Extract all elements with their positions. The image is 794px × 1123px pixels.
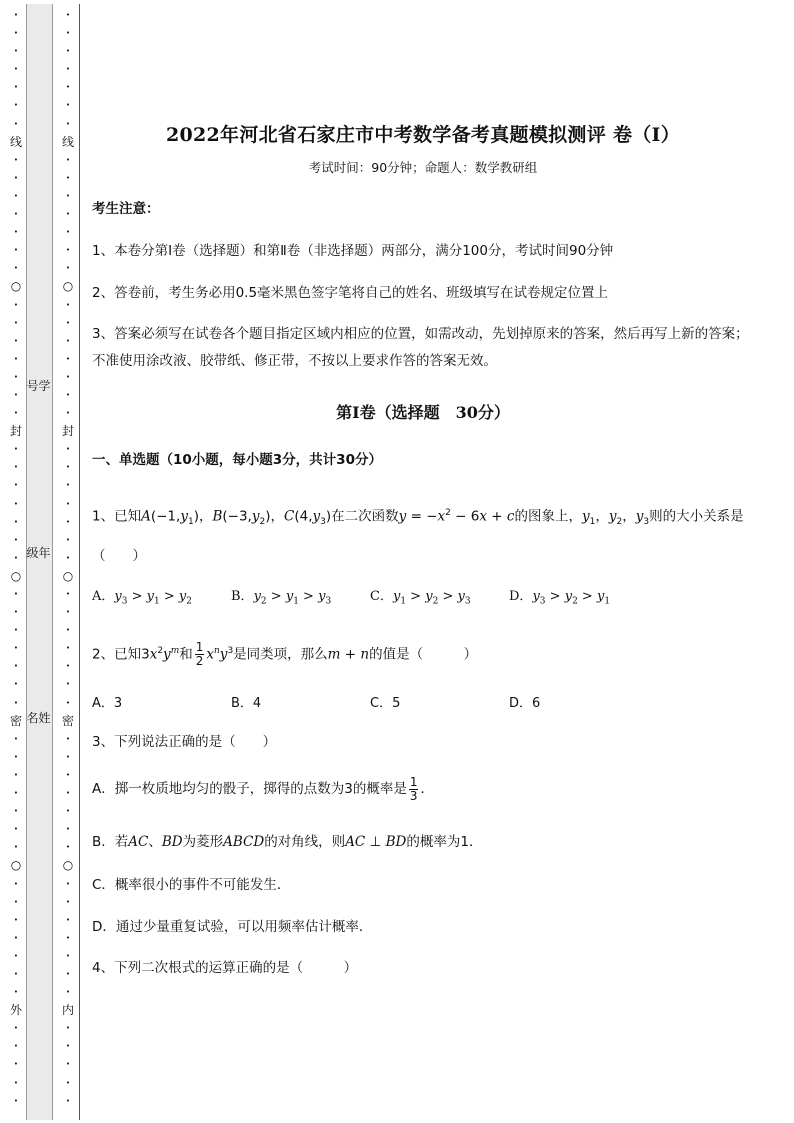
question-1-options bbox=[92, 585, 752, 607]
q2-option-c[interactable]: C．5 bbox=[370, 696, 401, 711]
margin-dot: • bbox=[13, 770, 19, 779]
margin-dot: • bbox=[65, 988, 71, 997]
question-2: 2、已知$3x^2y^m$和 $\frac{1}{2}$ $x^ny^3$是同类项，那么m + n的值是（ ） bbox=[92, 640, 478, 668]
margin-mark: ○ bbox=[10, 858, 22, 873]
margin-dot: • bbox=[65, 336, 71, 345]
margin-dot: • bbox=[13, 879, 19, 888]
q3-option-d[interactable]: D．通过少量重复试验，可以用频率估计概率． bbox=[92, 919, 373, 935]
margin-dot: • bbox=[65, 933, 71, 942]
margin-dot: • bbox=[13, 608, 19, 617]
q2-option-b[interactable]: B．4 bbox=[231, 696, 262, 711]
margin-dot: • bbox=[65, 264, 71, 273]
margin-mark: ○ bbox=[62, 279, 74, 294]
margin-mark: 线 bbox=[61, 134, 74, 149]
margin-dot: • bbox=[13, 47, 19, 56]
margin-mark: 外 bbox=[9, 1003, 22, 1018]
question-1: 1、已知$A(-1,y_1)$，$B(-3,y_2)$，$C(4,y_3)$在二次函数$y = -x^2 - 6x + c$的图象上，$y_1$，$y_2$，$y_3$则的大小关系是（ ） bbox=[92, 508, 744, 565]
fraction-one-third: $\frac{1}{3}$ bbox=[409, 774, 418, 803]
margin-dot: • bbox=[13, 825, 19, 834]
margin-dot: • bbox=[65, 879, 71, 888]
margin-dot: • bbox=[13, 626, 19, 635]
margin-dot: • bbox=[13, 83, 19, 92]
margin-dot: • bbox=[65, 698, 71, 707]
field-grade: 级年 bbox=[26, 546, 51, 560]
margin-mark: 内 bbox=[61, 1003, 74, 1018]
margin-dot: • bbox=[13, 354, 19, 363]
margin-dot: • bbox=[13, 445, 19, 454]
question-3: 3、下列说法正确的是（ ） bbox=[92, 734, 277, 750]
margin-dot: • bbox=[13, 734, 19, 743]
margin-dot: • bbox=[13, 1078, 19, 1087]
margin-dot: • bbox=[65, 752, 71, 761]
outer-dot-column bbox=[6, 6, 26, 1110]
margin-dot: • bbox=[65, 191, 71, 200]
margin-dot: • bbox=[65, 680, 71, 689]
question-2-options bbox=[92, 692, 752, 711]
margin-dot: • bbox=[65, 101, 71, 110]
margin-dot: • bbox=[13, 590, 19, 598]
notice-item-1: 1、本卷分第Ⅰ卷（选择题）和第Ⅱ卷（非选择题）两部分，满分100分，考试时间90分钟 bbox=[92, 243, 614, 259]
margin-mark: 封 bbox=[61, 424, 74, 439]
margin-dot: • bbox=[65, 662, 71, 671]
binding-line bbox=[79, 4, 80, 1120]
margin-dot: • bbox=[13, 843, 19, 852]
margin-dot: • bbox=[65, 789, 71, 798]
q1-option-d[interactable]: D．$y_3 > y_2 > y_1$ bbox=[509, 589, 611, 607]
exam-title: 2022年河北省石家庄市中考数学备考真题模拟测评 卷（Ⅰ） bbox=[165, 124, 681, 146]
q1-option-b[interactable]: B．$y_2 > y_1 > y_3$ bbox=[231, 589, 332, 607]
margin-dot: • bbox=[13, 535, 19, 544]
margin-dot: • bbox=[65, 644, 71, 653]
part-heading: 一、单选题（10小题，每小题3分，共计30分） bbox=[92, 452, 382, 468]
margin-dot: • bbox=[13, 680, 19, 689]
margin-dot: • bbox=[65, 1042, 71, 1051]
q1-option-a[interactable]: A．$y_3 > y_1 > y_2$ bbox=[92, 589, 193, 607]
margin-dot: • bbox=[65, 83, 71, 92]
margin-dot: • bbox=[65, 390, 71, 399]
margin-dot: • bbox=[13, 409, 19, 418]
margin-dot: • bbox=[13, 807, 19, 816]
margin-dot: • bbox=[65, 155, 71, 164]
field-name: 名姓 bbox=[26, 711, 51, 725]
margin-dot: • bbox=[65, 228, 71, 237]
margin-dot: • bbox=[13, 662, 19, 671]
margin-dot: • bbox=[13, 65, 19, 74]
q1-option-c[interactable]: C．$y_1 > y_2 > y_3$ bbox=[370, 589, 471, 607]
margin-dot: • bbox=[65, 29, 71, 38]
margin-dot: • bbox=[65, 300, 71, 309]
margin-dot: • bbox=[65, 481, 71, 490]
margin-dot: • bbox=[65, 1024, 71, 1033]
margin-dot: • bbox=[13, 173, 19, 182]
q3-option-b[interactable]: B．若AC、BD为菱形ABCD的对角线，则AC ⊥ BD的概率为1． bbox=[92, 834, 483, 850]
margin-mark: 线 bbox=[9, 134, 22, 149]
student-info-strip bbox=[26, 4, 53, 1120]
margin-dot: • bbox=[13, 29, 19, 38]
section-title: 第Ⅰ卷（选择题 30分） bbox=[336, 403, 510, 422]
margin-dot: • bbox=[65, 1060, 71, 1069]
margin-dot: • bbox=[65, 246, 71, 255]
margin-dot: • bbox=[13, 969, 19, 978]
margin-dot: • bbox=[65, 734, 71, 743]
margin-dot: • bbox=[65, 590, 71, 598]
margin-dot: • bbox=[65, 969, 71, 978]
margin-dot: • bbox=[13, 246, 19, 255]
margin-dot: • bbox=[65, 210, 71, 219]
margin-dot: • bbox=[65, 897, 71, 906]
margin-dot: • bbox=[13, 644, 19, 653]
margin-dot: • bbox=[13, 336, 19, 345]
margin-dot: • bbox=[65, 1096, 71, 1105]
margin-mark: ○ bbox=[10, 279, 22, 294]
exam-subtitle: 考试时间：90分钟；命题人：数学教研组 bbox=[308, 160, 538, 175]
margin-dot: • bbox=[65, 608, 71, 617]
margin-dot: • bbox=[65, 499, 71, 508]
margin-dot: • bbox=[13, 481, 19, 490]
fraction-one-half: $\frac{1}{2}$ bbox=[195, 640, 204, 668]
notice-item-2: 2、答卷前，考生务必用0.5毫米黑色签字笔将自己的姓名、班级填写在试卷规定位置上 bbox=[92, 285, 609, 301]
margin-dot: • bbox=[13, 933, 19, 942]
question-4: 4、下列二次根式的运算正确的是（ ） bbox=[92, 960, 358, 976]
margin-dot: • bbox=[13, 915, 19, 924]
margin-dot: • bbox=[65, 626, 71, 635]
margin-dot: • bbox=[65, 517, 71, 526]
margin-dot: • bbox=[13, 988, 19, 997]
margin-dot: • bbox=[13, 499, 19, 508]
margin-dot: • bbox=[13, 390, 19, 399]
margin-dot: • bbox=[65, 11, 71, 19]
margin-mark: ○ bbox=[62, 568, 74, 583]
notice-heading: 考生注意： bbox=[92, 201, 160, 217]
margin-mark: 密 bbox=[61, 713, 74, 728]
margin-dot: • bbox=[13, 1060, 19, 1069]
margin-dot: • bbox=[65, 535, 71, 544]
margin-dot: • bbox=[13, 463, 19, 472]
margin-dot: • bbox=[13, 752, 19, 761]
margin-dot: • bbox=[65, 1078, 71, 1087]
margin-dot: • bbox=[13, 119, 19, 128]
margin-dot: • bbox=[65, 372, 71, 381]
margin-dot: • bbox=[13, 698, 19, 707]
margin-dot: • bbox=[65, 951, 71, 960]
margin-dot: • bbox=[13, 228, 19, 237]
margin-dot: • bbox=[65, 445, 71, 454]
margin-dot: • bbox=[13, 1042, 19, 1051]
q2-option-d[interactable]: D．6 bbox=[509, 696, 541, 711]
margin-dot: • bbox=[13, 951, 19, 960]
margin-mark: 密 bbox=[9, 713, 22, 728]
margin-dot: • bbox=[65, 47, 71, 56]
margin-dot: • bbox=[13, 897, 19, 906]
margin-dot: • bbox=[65, 65, 71, 74]
margin-dot: • bbox=[65, 119, 71, 128]
q3-option-a[interactable]: A．掷一枚质地均匀的骰子，掷得的点数为3的概率是 $\frac{1}{3}$ ． bbox=[92, 774, 434, 803]
margin-mark: ○ bbox=[62, 858, 74, 873]
margin-dot: • bbox=[13, 1024, 19, 1033]
margin-dot: • bbox=[13, 372, 19, 381]
margin-dot: • bbox=[65, 173, 71, 182]
margin-dot: • bbox=[65, 915, 71, 924]
margin-dot: • bbox=[13, 300, 19, 309]
margin-dot: • bbox=[13, 210, 19, 219]
margin-dot: • bbox=[13, 1096, 19, 1105]
margin-dot: • bbox=[13, 101, 19, 110]
inner-dot-column bbox=[58, 6, 78, 1110]
margin-dot: • bbox=[13, 517, 19, 526]
margin-dot: • bbox=[13, 191, 19, 200]
q2-option-a[interactable]: A．3 bbox=[92, 696, 123, 711]
margin-dot: • bbox=[65, 463, 71, 472]
margin-dot: • bbox=[65, 318, 71, 327]
q3-option-c[interactable]: C．概率很小的事件不可能发生． bbox=[92, 877, 291, 893]
margin-dot: • bbox=[65, 825, 71, 834]
margin-mark: ○ bbox=[10, 568, 22, 583]
margin-dot: • bbox=[13, 318, 19, 327]
margin-dot: • bbox=[65, 553, 71, 562]
margin-dot: • bbox=[65, 843, 71, 852]
margin-dot: • bbox=[65, 409, 71, 418]
margin-dot: • bbox=[13, 155, 19, 164]
margin-dot: • bbox=[13, 264, 19, 273]
margin-dot: • bbox=[65, 354, 71, 363]
field-student-number: 号学 bbox=[26, 379, 51, 393]
notice-item-3: 3、答案必须写在试卷各个题目指定区域内相应的位置，如需改动，先划掉原来的答案，然后再写上新的答案；不准使用涂改液、胶带纸、修正带，不按以上要求作答的答案无效。 bbox=[92, 326, 749, 369]
margin-dot: • bbox=[65, 807, 71, 816]
margin-dot: • bbox=[13, 11, 19, 19]
margin-dot: • bbox=[65, 770, 71, 779]
margin-mark: 封 bbox=[9, 424, 22, 439]
margin-dot: • bbox=[13, 789, 19, 798]
margin-dot: • bbox=[13, 553, 19, 562]
